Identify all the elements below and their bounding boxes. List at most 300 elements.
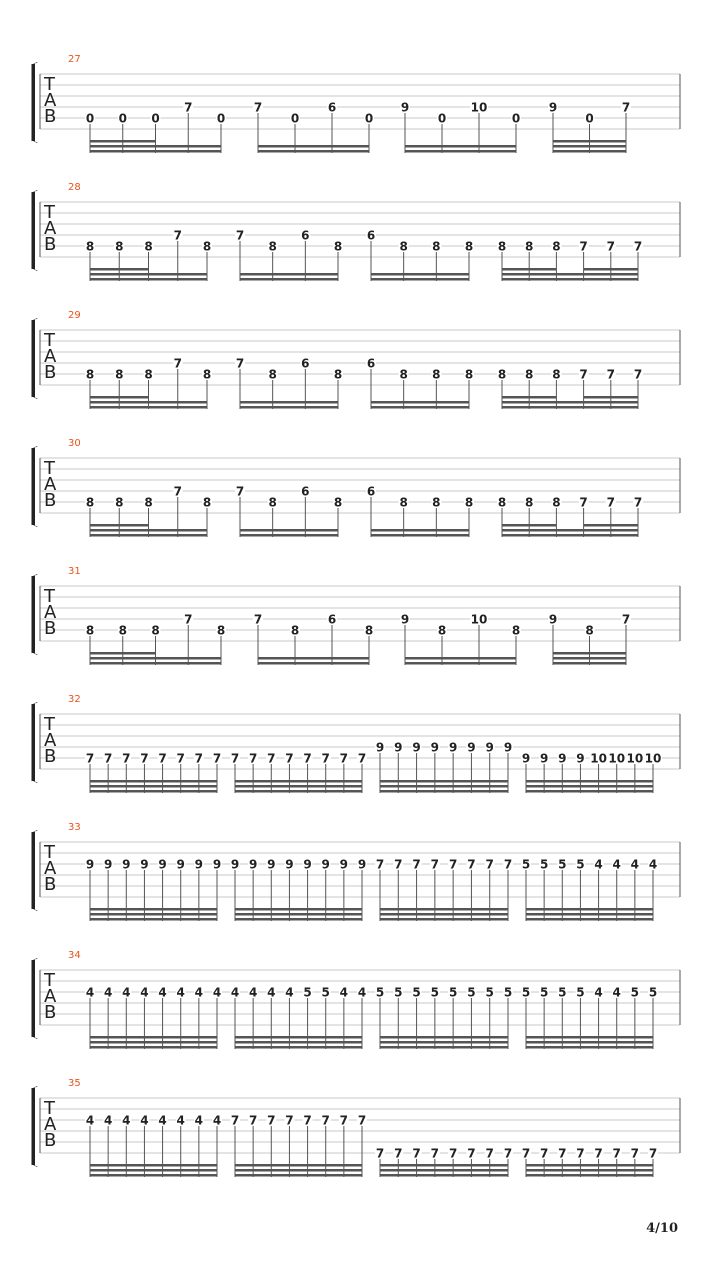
fret-number: 9 (576, 751, 585, 766)
fret-number: 7 (594, 1146, 603, 1161)
measure-number: 32 (68, 694, 81, 705)
beam (90, 913, 217, 916)
fret-number: 8 (151, 623, 160, 638)
fret-number: 9 (412, 740, 421, 755)
beam (235, 908, 362, 911)
fret-number: 9 (230, 857, 240, 872)
fret-number: 5 (576, 857, 585, 872)
fret-number: 7 (412, 1146, 421, 1161)
fret-number: 7 (253, 100, 263, 115)
measure-number: 28 (68, 182, 81, 193)
fret-number: 4 (122, 1113, 131, 1128)
tab-clef-letter: T (44, 202, 55, 223)
fret-number: 7 (375, 857, 385, 872)
tab-clef-letter: A (44, 474, 57, 495)
tab-system (33, 950, 680, 1049)
tab-clef-letter: A (44, 218, 57, 239)
fret-number: 9 (400, 612, 410, 627)
beam (90, 1036, 217, 1039)
beam (90, 908, 217, 911)
tab-clef-letter: B (44, 362, 57, 383)
fret-number: 4 (648, 857, 658, 872)
fret-number: 0 (151, 111, 160, 126)
fret-number: 8 (202, 495, 212, 510)
beam (90, 918, 217, 921)
fret-number: 8 (364, 623, 374, 638)
fret-number: 4 (140, 1113, 149, 1128)
beam (526, 785, 653, 788)
fret-number: 9 (212, 857, 222, 872)
beam (553, 652, 590, 655)
beam (90, 1041, 217, 1044)
tab-clef-letter: B (44, 234, 57, 255)
beam (258, 150, 369, 153)
fret-number: 0 (437, 111, 447, 126)
fret-number: 4 (230, 985, 240, 1000)
fret-number: 7 (303, 1113, 312, 1128)
fret-number: 8 (432, 495, 441, 510)
beam (119, 524, 148, 527)
fret-number: 6 (301, 484, 310, 499)
fret-number: 8 (432, 239, 441, 254)
beam (526, 1041, 653, 1044)
fret-number: 6 (327, 100, 337, 115)
fret-number: 4 (212, 985, 222, 1000)
fret-number: 6 (301, 356, 310, 371)
fret-number: 5 (303, 985, 312, 1000)
fret-number: 9 (339, 857, 349, 872)
fret-number: 8 (525, 367, 534, 382)
tab-clef-letter: A (44, 602, 57, 623)
fret-number: 7 (230, 1113, 240, 1128)
beam (553, 140, 590, 143)
fret-number: 0 (364, 111, 374, 126)
fret-number: 7 (633, 495, 643, 510)
fret-number: 8 (202, 239, 212, 254)
tab-clef-letter: B (44, 746, 57, 767)
fret-number: 7 (485, 857, 494, 872)
tab-clef-letter: A (44, 858, 57, 879)
beam (529, 268, 556, 271)
fret-number: 7 (579, 367, 588, 382)
beam (90, 790, 217, 793)
fret-number: 7 (321, 751, 330, 766)
fret-number: 7 (521, 1146, 531, 1161)
fret-number: 7 (485, 1146, 494, 1161)
fret-number: 8 (268, 495, 277, 510)
tab-system (33, 310, 680, 409)
tab-clef-letter: T (44, 714, 55, 735)
beam (502, 524, 529, 527)
fret-number: 5 (539, 857, 549, 872)
tab-system (33, 822, 680, 921)
fret-number: 5 (375, 985, 385, 1000)
beam (380, 790, 508, 793)
fret-number: 4 (594, 985, 603, 1000)
beam (584, 268, 611, 271)
fret-number: 7 (194, 751, 204, 766)
fret-number: 7 (606, 495, 615, 510)
fret-number: 8 (552, 495, 561, 510)
fret-number: 9 (267, 857, 276, 872)
fret-number: 5 (539, 985, 549, 1000)
fret-number: 5 (503, 985, 513, 1000)
beam (380, 1036, 508, 1039)
fret-number: 7 (621, 100, 631, 115)
beam (380, 780, 508, 783)
fret-number: 4 (122, 985, 131, 1000)
fret-number: 8 (333, 495, 343, 510)
beam (123, 140, 156, 143)
beam (380, 785, 508, 788)
beam (90, 652, 123, 655)
beam (526, 1036, 653, 1039)
fret-number: 6 (366, 484, 376, 499)
tab-system (33, 182, 680, 281)
fret-number: 7 (339, 751, 349, 766)
fret-number: 8 (333, 239, 343, 254)
fret-number: 7 (606, 239, 615, 254)
beam (611, 524, 638, 527)
fret-number: 8 (511, 623, 521, 638)
fret-number: 4 (594, 857, 603, 872)
fret-number: 8 (85, 623, 95, 638)
fret-number: 7 (412, 857, 421, 872)
beam (258, 145, 369, 148)
fret-number: 7 (173, 484, 182, 499)
fret-number: 7 (176, 751, 185, 766)
fret-number: 5 (558, 985, 567, 1000)
beam (123, 652, 156, 655)
fret-number: 8 (202, 367, 212, 382)
beam (584, 524, 611, 527)
fret-number: 9 (400, 100, 410, 115)
beam (235, 1169, 362, 1172)
beam (526, 1174, 653, 1177)
fret-number: 5 (576, 985, 585, 1000)
tab-clef-letter: A (44, 90, 57, 111)
fret-number: 4 (85, 985, 95, 1000)
fret-number: 10 (608, 751, 626, 766)
beam (380, 1174, 508, 1177)
fret-number: 8 (437, 623, 447, 638)
beam (235, 918, 362, 921)
fret-number: 4 (248, 985, 258, 1000)
beam (90, 396, 119, 399)
fret-number: 8 (85, 367, 95, 382)
fret-number: 7 (621, 612, 631, 627)
fret-number: 5 (412, 985, 421, 1000)
fret-number: 7 (285, 1113, 294, 1128)
beam (235, 1174, 362, 1177)
beam (235, 1041, 362, 1044)
fret-number: 0 (118, 111, 127, 126)
beam (405, 150, 516, 153)
fret-number: 7 (576, 1146, 585, 1161)
beam (526, 780, 653, 783)
fret-number: 8 (216, 623, 226, 638)
fret-number: 9 (394, 740, 403, 755)
beam (90, 785, 217, 788)
fret-number: 8 (525, 239, 534, 254)
fret-number: 5 (521, 857, 531, 872)
fret-number: 8 (115, 367, 124, 382)
beam (584, 396, 611, 399)
fret-number: 8 (464, 239, 474, 254)
fret-number: 9 (430, 740, 440, 755)
fret-number: 9 (285, 857, 294, 872)
beam (526, 913, 653, 916)
fret-number: 9 (321, 857, 330, 872)
tab-clef-letter: T (44, 970, 55, 991)
fret-number: 7 (212, 751, 222, 766)
fret-number: 9 (503, 740, 513, 755)
tab-clef-letter: T (44, 842, 55, 863)
beam (371, 401, 469, 404)
beam (380, 1046, 508, 1049)
tab-clef-letter: T (44, 74, 55, 95)
fret-number: 7 (467, 1146, 476, 1161)
tab-system (33, 438, 680, 537)
fret-number: 7 (357, 1113, 367, 1128)
fret-number: 6 (366, 228, 376, 243)
beam (371, 406, 469, 409)
beam (611, 268, 638, 271)
beam (526, 918, 653, 921)
beam (235, 1164, 362, 1167)
measure-number: 33 (68, 822, 81, 833)
tab-clef-letter: B (44, 490, 57, 511)
fret-number: 7 (503, 857, 513, 872)
fret-number: 9 (539, 751, 549, 766)
fret-number: 4 (630, 857, 640, 872)
fret-number: 8 (497, 367, 507, 382)
fret-number: 6 (327, 612, 337, 627)
measure-number: 29 (68, 310, 81, 321)
fret-number: 5 (321, 985, 330, 1000)
fret-number: 8 (399, 367, 408, 382)
fret-number: 5 (648, 985, 658, 1000)
tab-clef-letter: B (44, 618, 57, 639)
fret-number: 9 (140, 857, 149, 872)
fret-number: 4 (140, 985, 149, 1000)
beam (405, 145, 516, 148)
fret-number: 4 (212, 1113, 222, 1128)
fret-number: 7 (235, 356, 245, 371)
fret-number: 7 (375, 1146, 385, 1161)
measure-number: 35 (68, 1078, 81, 1089)
fret-number: 8 (552, 367, 561, 382)
fret-number: 4 (612, 857, 621, 872)
measure-number: 27 (68, 54, 81, 65)
tab-system (33, 694, 680, 793)
fret-number: 8 (115, 495, 124, 510)
tab-clef-letter: T (44, 458, 55, 479)
beam (405, 657, 516, 660)
beam (235, 1036, 362, 1039)
fret-number: 5 (558, 857, 567, 872)
fret-number: 7 (122, 751, 131, 766)
fret-number: 9 (122, 857, 131, 872)
fret-number: 8 (585, 623, 594, 638)
fret-number: 9 (448, 740, 458, 755)
fret-number: 8 (497, 239, 507, 254)
fret-number: 8 (525, 495, 534, 510)
measure-number: 34 (68, 950, 81, 961)
fret-number: 0 (216, 111, 226, 126)
tab-clef-letter: B (44, 1002, 57, 1023)
fret-number: 5 (448, 985, 458, 1000)
beam (526, 1164, 653, 1167)
fret-number: 7 (267, 1113, 276, 1128)
fret-number: 7 (579, 239, 588, 254)
fret-number: 7 (184, 100, 193, 115)
fret-number: 10 (470, 100, 488, 115)
fret-number: 8 (399, 495, 408, 510)
tab-clef-letter: B (44, 1130, 57, 1151)
beam (380, 1041, 508, 1044)
fret-number: 9 (521, 751, 531, 766)
beam (526, 908, 653, 911)
fret-number: 6 (301, 228, 310, 243)
beam (235, 913, 362, 916)
tab-clef-letter: A (44, 1114, 57, 1135)
beam (590, 652, 627, 655)
fret-number: 7 (140, 751, 149, 766)
fret-number: 7 (230, 751, 240, 766)
beam (502, 396, 529, 399)
fret-number: 5 (485, 985, 494, 1000)
beam (371, 278, 469, 281)
beam (380, 1164, 508, 1167)
beam (240, 278, 338, 281)
measure-number: 31 (68, 566, 81, 577)
tab-system (33, 566, 680, 665)
beam (119, 396, 148, 399)
fret-number: 7 (394, 1146, 403, 1161)
fret-number: 7 (630, 1146, 640, 1161)
fret-number: 7 (321, 1113, 330, 1128)
fret-number: 8 (115, 239, 124, 254)
beam (258, 662, 369, 665)
beam (371, 529, 469, 532)
beam (240, 406, 338, 409)
fret-number: 7 (184, 612, 193, 627)
fret-number: 7 (503, 1146, 513, 1161)
fret-number: 7 (448, 857, 458, 872)
beam (526, 1169, 653, 1172)
fret-number: 7 (235, 228, 245, 243)
fret-number: 8 (118, 623, 127, 638)
fret-number: 4 (103, 985, 113, 1000)
fret-number: 4 (285, 985, 294, 1000)
beam (502, 273, 638, 276)
beam (90, 780, 217, 783)
fret-number: 4 (158, 1113, 167, 1128)
fret-number: 10 (626, 751, 644, 766)
tab-clef-letter: A (44, 730, 57, 751)
fret-number: 7 (539, 1146, 549, 1161)
fret-number: 9 (558, 751, 567, 766)
beam (502, 268, 529, 271)
fret-number: 9 (548, 100, 558, 115)
fret-number: 8 (552, 239, 561, 254)
fret-number: 9 (375, 740, 385, 755)
beam (502, 278, 638, 281)
fret-number: 7 (103, 751, 113, 766)
beam (502, 529, 638, 532)
fret-number: 9 (158, 857, 167, 872)
tab-clef-letter: B (44, 106, 57, 127)
beam (90, 1164, 217, 1167)
fret-number: 0 (585, 111, 594, 126)
tab-system (33, 54, 680, 153)
fret-number: 7 (558, 1146, 567, 1161)
beam (590, 140, 627, 143)
fret-number: 4 (339, 985, 349, 1000)
fret-number: 7 (430, 1146, 440, 1161)
fret-number: 4 (357, 985, 367, 1000)
fret-number: 5 (430, 985, 440, 1000)
tab-clef-letter: T (44, 330, 55, 351)
fret-number: 8 (290, 623, 300, 638)
fret-number: 10 (644, 751, 662, 766)
fret-number: 7 (606, 367, 615, 382)
fret-number: 7 (430, 857, 440, 872)
fret-number: 8 (85, 495, 95, 510)
fret-number: 9 (85, 857, 95, 872)
fret-number: 4 (85, 1113, 95, 1128)
measure-number: 30 (68, 438, 81, 449)
fret-number: 7 (235, 484, 245, 499)
page-number: 4/10 (646, 1221, 678, 1236)
fret-number: 5 (394, 985, 403, 1000)
fret-number: 10 (470, 612, 488, 627)
fret-number: 7 (267, 751, 276, 766)
beam (90, 1174, 217, 1177)
fret-number: 9 (176, 857, 185, 872)
beam (235, 790, 362, 793)
beam (235, 785, 362, 788)
fret-number: 7 (448, 1146, 458, 1161)
beam (526, 1046, 653, 1049)
beam (90, 268, 119, 271)
fret-number: 9 (357, 857, 367, 872)
tab-clef-letter: A (44, 346, 57, 367)
fret-number: 7 (285, 751, 294, 766)
fret-number: 8 (464, 367, 474, 382)
fret-number: 0 (290, 111, 300, 126)
beam (240, 534, 338, 537)
fret-number: 9 (103, 857, 113, 872)
fret-number: 0 (85, 111, 95, 126)
tab-clef-letter: T (44, 586, 55, 607)
fret-number: 6 (366, 356, 376, 371)
beam (502, 534, 638, 537)
beam (240, 529, 338, 532)
beam (90, 524, 119, 527)
fret-number: 4 (103, 1113, 113, 1128)
beam (90, 140, 123, 143)
beam (502, 401, 638, 404)
beam (380, 913, 508, 916)
tab-clef-letter: T (44, 1098, 55, 1119)
fret-number: 9 (303, 857, 312, 872)
fret-number: 7 (158, 751, 167, 766)
fret-number: 7 (173, 228, 182, 243)
fret-number: 7 (253, 612, 263, 627)
fret-number: 4 (267, 985, 276, 1000)
